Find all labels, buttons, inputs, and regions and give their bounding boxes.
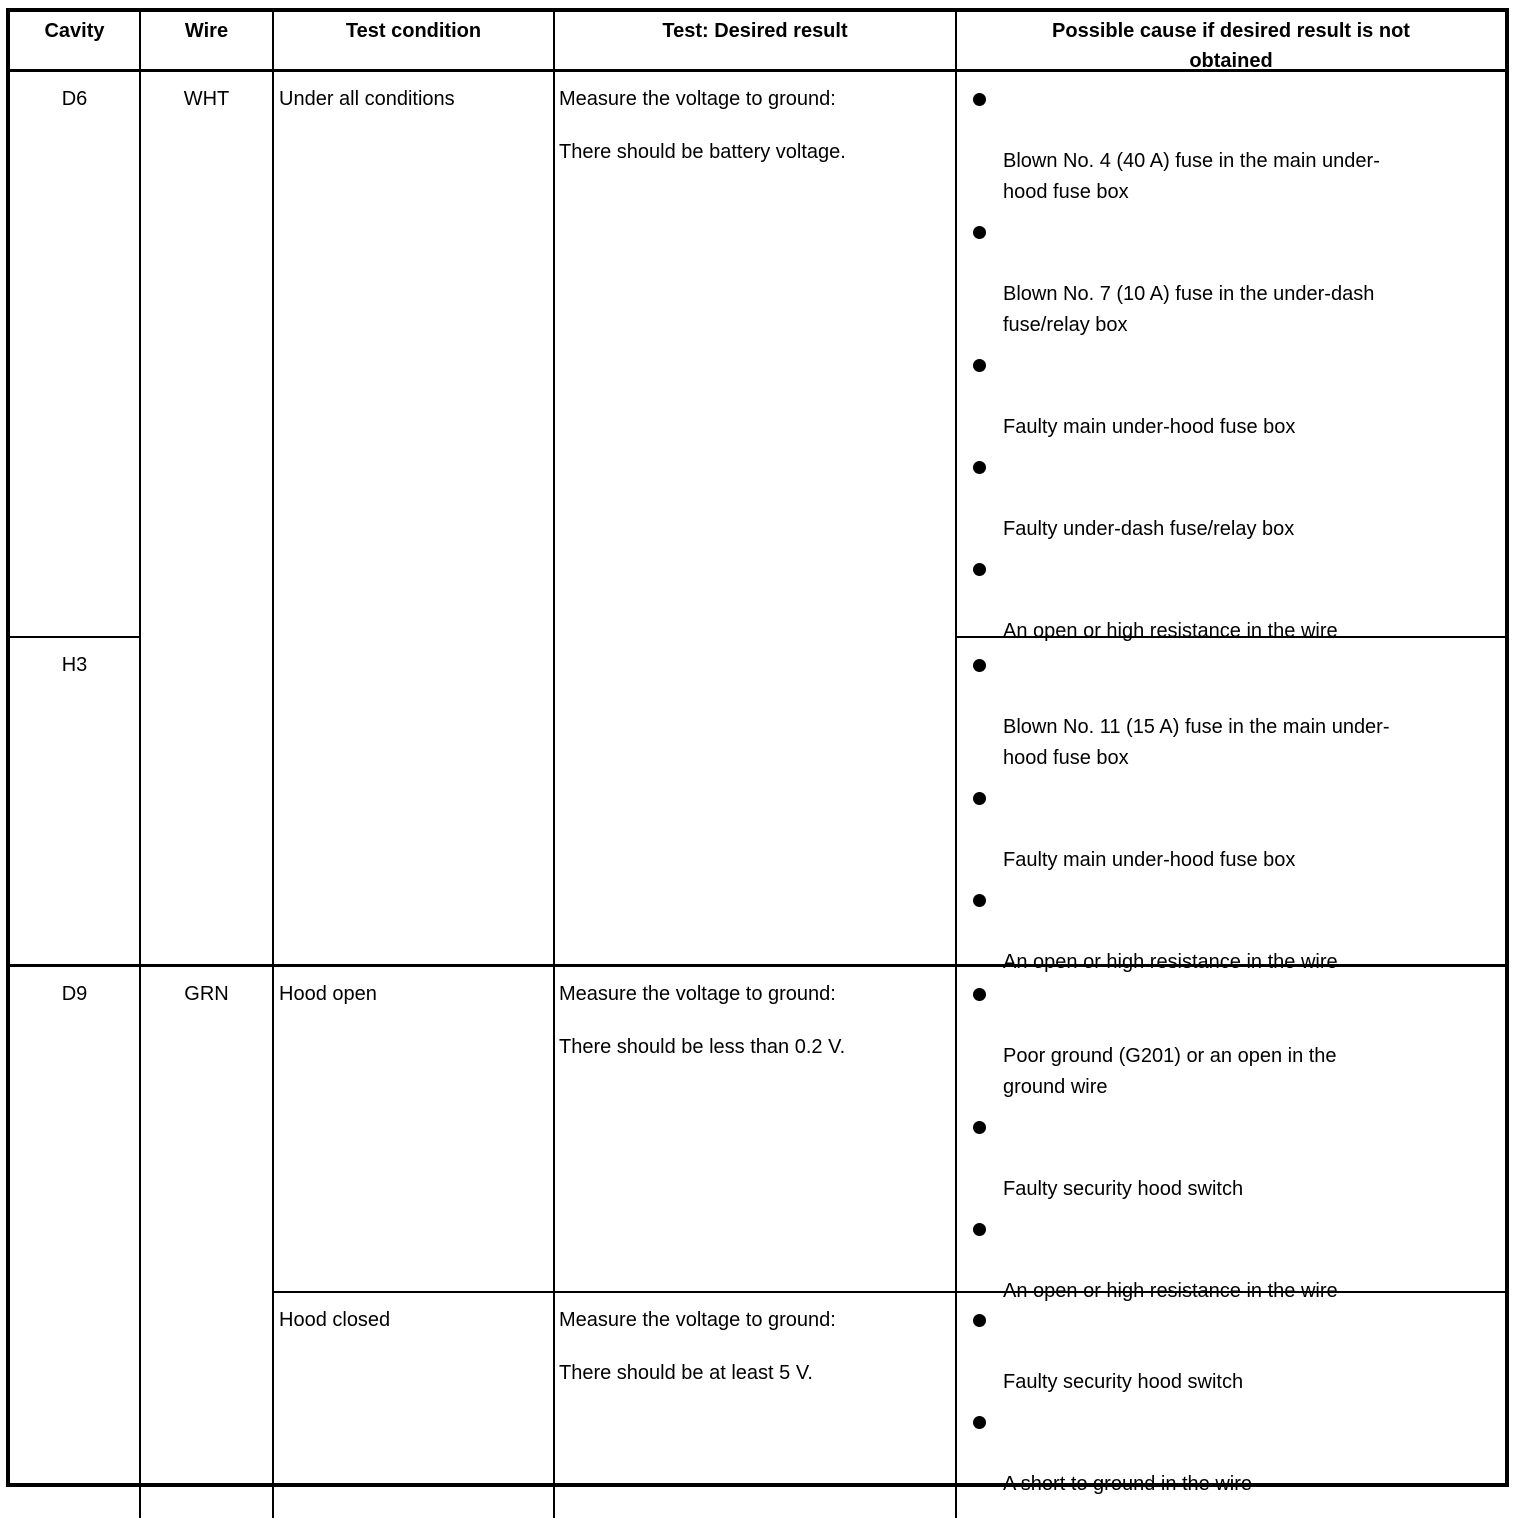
cause-text: Faulty security hood switch xyxy=(1003,1371,1244,1393)
bullet-icon xyxy=(973,226,986,239)
cause-text: Faulty security hood switch xyxy=(1003,1178,1244,1200)
cause-item xyxy=(957,988,1505,1103)
cell-cavity-d9: D9 xyxy=(10,964,139,1518)
test-result-line-1: Measure the voltage to ground: xyxy=(559,983,836,1005)
cause-text: Faulty main under-hood fuse box xyxy=(1003,849,1296,871)
cause-text: An open or high resistance in the wire xyxy=(1003,951,1338,973)
cause-item xyxy=(957,226,1505,341)
cause-text: A short to ground in the wire xyxy=(1003,1473,1253,1495)
cause-text: Faulty under-dash fuse/relay box xyxy=(1003,518,1295,540)
column-header-possible-cause xyxy=(955,12,1505,72)
cause-item xyxy=(957,359,1505,443)
cause-item xyxy=(957,563,1505,647)
column-header-possible-cause-text: Possible cause if desired result is not obtained xyxy=(1052,20,1410,72)
bullet-icon xyxy=(973,792,986,805)
column-header-cavity: Cavity xyxy=(10,12,139,72)
bullet-icon xyxy=(973,461,986,474)
cell-test-condition-hood-open: Hood open xyxy=(272,964,553,1293)
cell-test-result-hood-closed xyxy=(553,1293,955,1518)
column-header-desired-result: Test: Desired result xyxy=(553,12,955,72)
bullet-icon xyxy=(973,659,986,672)
cell-wire-wht: WHT xyxy=(139,72,272,964)
test-result-line-2: There should be less than 0.2 V. xyxy=(559,1036,846,1058)
bullet-icon xyxy=(973,359,986,372)
cause-item xyxy=(957,1416,1505,1500)
bullet-icon xyxy=(973,1223,986,1236)
cause-item xyxy=(957,93,1505,208)
cell-cavity-h3: H3 xyxy=(61,654,88,676)
test-result-line-1: Measure the voltage to ground: xyxy=(559,1309,836,1331)
test-result-line-2: There should be battery voltage. xyxy=(559,141,846,163)
cell-test-condition-under-all: Under all conditions xyxy=(272,72,553,964)
column-header-wire: Wire xyxy=(139,12,272,72)
bullet-icon xyxy=(973,894,986,907)
cause-text: An open or high resistance in the wire xyxy=(1003,620,1338,642)
cell-wire-grn: GRN xyxy=(139,964,272,1518)
cell-possible-causes-hood-open xyxy=(955,964,1505,1302)
cause-item xyxy=(957,461,1505,545)
cause-item xyxy=(957,659,1505,774)
cell-possible-causes-h3 xyxy=(955,638,1505,973)
cell-test-result-battery xyxy=(553,72,955,964)
cause-text: An open or high resistance in the wire xyxy=(1003,1280,1338,1302)
cell-test-condition-hood-closed: Hood closed xyxy=(272,1293,553,1518)
cause-text: Faulty main under-hood fuse box xyxy=(1003,416,1296,438)
cause-item xyxy=(957,1314,1505,1398)
column-header-test-condition: Test condition xyxy=(272,12,553,72)
cause-text: Blown No. 7 (10 A) fuse in the under-dash fuse/relay box xyxy=(1003,283,1375,336)
cause-item xyxy=(957,1121,1505,1205)
cause-text: Blown No. 4 (40 A) fuse in the main under-hood fuse box xyxy=(1003,150,1380,203)
bullet-icon xyxy=(973,93,986,106)
test-result-line-2: There should be at least 5 V. xyxy=(559,1362,813,1384)
cause-text: Blown No. 11 (15 A) fuse in the main under-hood fuse box xyxy=(1003,716,1390,769)
cell-possible-causes-d6 xyxy=(955,72,1505,642)
test-result-line-1: Measure the voltage to ground: xyxy=(559,88,836,110)
cell-test-result-hood-open xyxy=(553,964,955,1293)
bullet-icon xyxy=(973,563,986,576)
cause-text: Poor ground (G201) or an open in the ground wire xyxy=(1003,1045,1337,1098)
cell-cavity-d6: D6 xyxy=(10,72,139,638)
bullet-icon xyxy=(973,1121,986,1134)
cell-possible-causes-hood-closed xyxy=(955,1293,1505,1518)
diagnostic-table xyxy=(6,8,1509,1495)
bullet-icon xyxy=(973,988,986,1001)
cause-item xyxy=(957,792,1505,876)
bullet-icon xyxy=(973,1314,986,1327)
bullet-icon xyxy=(973,1416,986,1429)
